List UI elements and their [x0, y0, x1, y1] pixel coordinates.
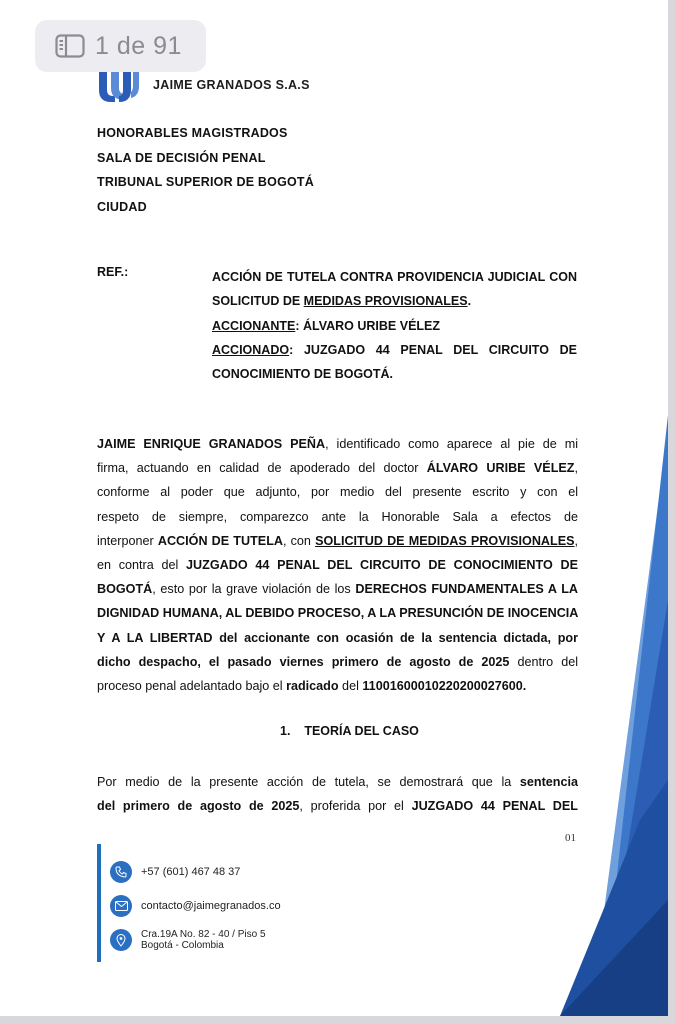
viewer-edge-right	[668, 0, 675, 1024]
body-paragraph-2: Por medio de la presente acción de tutela, se demostrará que la sentencia del primero de agosto de 2025, proferida por el JUZGADO 44 PENAL DEL	[97, 775, 578, 814]
section-title: 1. TEORÍA DEL CASO	[280, 724, 419, 738]
accionante-line: ACCIONANTE: ÁLVARO URIBE VÉLEZ	[212, 318, 441, 333]
address-line-2: Bogotá - Colombia	[141, 940, 224, 951]
reference-label: REF.:	[97, 265, 129, 279]
addressee-line: HONORABLES MAGISTRADOS	[97, 126, 288, 140]
footer-email[interactable]	[110, 895, 281, 917]
page-number: 01	[565, 832, 576, 844]
address-line-1: Cra.19A No. 82 - 40 / Piso 5	[141, 929, 266, 940]
accionado-line-2: CONOCIMIENTO DE BOGOTÁ.	[212, 367, 394, 382]
phone-icon	[110, 861, 132, 883]
email-text: contacto@jaimegranados.co	[141, 900, 281, 912]
accionado-line: ACCIONADO: JUZGADO 44 PENAL DEL CIRCUITO DE	[212, 342, 577, 357]
location-pin-icon	[110, 929, 132, 951]
footer-address	[110, 929, 266, 951]
mail-icon	[110, 895, 132, 917]
footer-phone[interactable]	[110, 861, 240, 883]
viewer-edge-bottom	[0, 1016, 675, 1024]
addressee-line: SALA DE DECISIÓN PENAL	[97, 150, 266, 165]
phone-text: +57 (601) 467 48 37	[141, 866, 241, 878]
page-indicator-text: 1 de 91	[95, 31, 182, 60]
page-indicator-badge[interactable]	[35, 20, 206, 72]
sidebar-toggle-icon	[55, 34, 85, 58]
reference-block	[212, 265, 577, 386]
footer-accent-bar	[97, 844, 101, 962]
reference-line: SOLICITUD DE MEDIDAS PROVISIONALES.	[212, 294, 472, 309]
body-paragraph-1: JAIME ENRIQUE GRANADOS PEÑA, identificado como aparece al pie de mi firma, actuando en calidad de apoderado del doctor ÁLVARO URIBE VÉLEZ, conforme al poder que adjunto, por medio del presente escrito y con el respeto de siempre, comparezco ante la Honorable Sala a efectos de interponer ACCIÓN DE TUTELA, con SOLICITUD DE MEDIDAS PROVISIONALES, en contra del JUZGADO 44 PENAL DEL CIRCUITO DE CONOCIMIENTO DE BOGOTÁ, esto por la grave violación de los DERECHOS FUNDAMENTALES A LA DIGNIDAD HUMANA, AL DEBIDO PROCESO, A LA PRESUNCIÓN DE INOCENCIA Y A LA LIBERTAD del accionante con ocasión de la sentencia dictada, por dicho despacho, el pasado viernes primero de agosto de 2025 dentro del proceso penal adelantado bajo el radicado del 11001600010220200027600.	[97, 437, 579, 694]
reference-line: ACCIÓN DE TUTELA CONTRA PROVIDENCIA JUDICIAL CON	[212, 270, 577, 284]
company-name: JAIME GRANADOS S.A.S	[153, 78, 310, 92]
addressee-line: TRIBUNAL SUPERIOR DE BOGOTÁ	[97, 175, 314, 189]
addressee-block	[97, 121, 314, 219]
addressee-line: CIUDAD	[97, 199, 147, 214]
